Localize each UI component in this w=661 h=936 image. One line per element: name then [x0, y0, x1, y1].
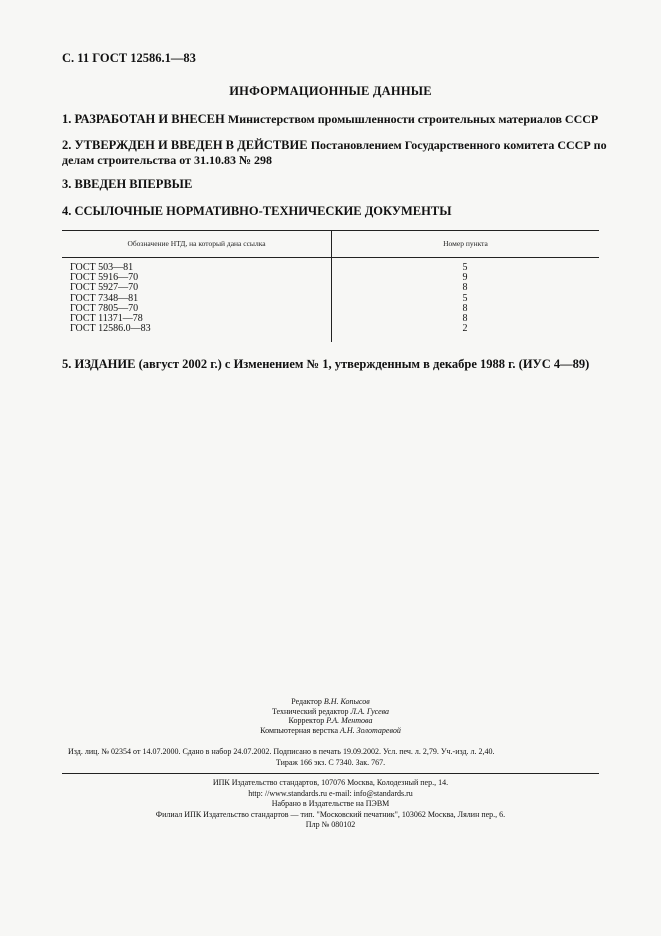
- table-cell-doc: ГОСТ 7805—70: [70, 302, 139, 314]
- info-item-5: [62, 357, 607, 372]
- credit-role: Корректор: [288, 716, 325, 725]
- credit-editor: [0, 697, 661, 707]
- item-lead: ВВЕДЕН ВПЕРВЫЕ: [74, 177, 193, 191]
- item-number: 4.: [62, 204, 72, 218]
- table-cell-doc: ГОСТ 5916—70: [70, 272, 139, 284]
- table-doc-column: [70, 263, 151, 334]
- item-lead: ИЗДАНИЕ (август 2002 г.) с Изменением № 1, утвержденным в декабре 1988 г. (ИУС 4—89): [74, 357, 590, 371]
- imprint-line-1: Изд. лиц. № 02354 от 14.07.2000. Сдано в набор 24.07.2002. Подписано в печать 19.09.2002. Усл. печ. л. 2,79. Уч.-изд. л. 2,40.: [68, 747, 495, 756]
- editorial-credits: [0, 697, 661, 735]
- imprint-line-2: Тираж 166 экз. С 7340. Зак. 767.: [275, 758, 386, 767]
- item-lead: ССЫЛОЧНЫЕ НОРМАТИВНО-ТЕХНИЧЕСКИЕ ДОКУМЕНТЫ: [74, 204, 452, 218]
- item-lead: РАЗРАБОТАН И ВНЕСЕН: [74, 112, 225, 126]
- table-cell-clause: 5: [462, 262, 468, 273]
- item-lead: УТВЕРЖДЕН И ВВЕДЕН В ДЕЙСТВИЕ: [74, 138, 308, 152]
- credit-name: Р.А. Ментова: [326, 716, 373, 725]
- credit-layout: [0, 726, 661, 736]
- credit-name: А.Н. Золотаревой: [340, 725, 401, 735]
- table-clause-column: [458, 263, 472, 334]
- info-item-3: [62, 177, 607, 192]
- publisher-plr: Плр № 080102: [305, 820, 356, 829]
- credit-role: Технический редактор: [271, 706, 349, 716]
- info-item-1: [62, 112, 607, 127]
- publisher-address: ИПК Издательство стандартов, 107076 Москва, Колодезный пер., 14.: [212, 778, 449, 787]
- credit-corrector: [0, 716, 661, 726]
- info-item-2: [62, 138, 607, 168]
- table-cell-clause: 8: [462, 312, 468, 324]
- item-number: 1.: [62, 112, 72, 126]
- info-item-4: [62, 204, 607, 219]
- table-cell-doc: ГОСТ 11371—78: [70, 312, 143, 324]
- page-header: С. 11 ГОСТ 12586.1—83: [62, 51, 196, 65]
- publisher-web: http: //www.standards.ru e-mail: info@standards.ru: [248, 788, 413, 798]
- table-header-doc: Обозначение НТД, на который дана ссылка: [127, 239, 266, 248]
- table-cell-clause: 8: [462, 302, 468, 314]
- publisher-branch: Филиал ИПК Издательство стандартов — тип. "Московский печатник", 103062 Москва, Лялин пер., 6.: [155, 809, 506, 819]
- reference-documents-table: [62, 230, 599, 342]
- table-cell-clause: 2: [462, 323, 468, 335]
- section-title: ИНФОРМАЦИОННЫЕ ДАННЫЕ: [229, 84, 432, 98]
- credit-role: Компьютерная верстка: [260, 725, 339, 735]
- item-text: Министерством промышленности строительных материалов СССР: [227, 112, 599, 126]
- item-number: 3.: [62, 177, 72, 191]
- credit-name: Л.А. Гусева: [350, 706, 390, 716]
- table-cell-doc: ГОСТ 5927—70: [70, 282, 139, 294]
- credit-name: В.Н. Копысов: [323, 697, 370, 706]
- table-cell-doc: ГОСТ 503—81: [70, 262, 134, 273]
- table-cell-clause: 9: [462, 272, 468, 284]
- credit-role: Редактор: [291, 697, 322, 706]
- table-cell-clause: 5: [462, 292, 468, 304]
- table-cell-clause: 8: [462, 282, 468, 294]
- credit-tech-editor: [0, 707, 661, 717]
- imprint-rule: [62, 773, 599, 774]
- item-number: 5.: [62, 357, 72, 371]
- item-text: Постановлением Государственного комитета СССР по делам строительства от 31.10.83 № 298: [62, 138, 607, 167]
- table-cell-doc: ГОСТ 12586.0—83: [70, 323, 151, 335]
- table-header-clause: Номер пункта: [443, 239, 488, 248]
- publisher-info: [0, 778, 661, 831]
- item-number: 2.: [62, 138, 72, 152]
- publisher-typeset: Набрано в Издательстве на ПЭВМ: [271, 799, 390, 808]
- table-cell-doc: ГОСТ 7348—81: [70, 292, 139, 304]
